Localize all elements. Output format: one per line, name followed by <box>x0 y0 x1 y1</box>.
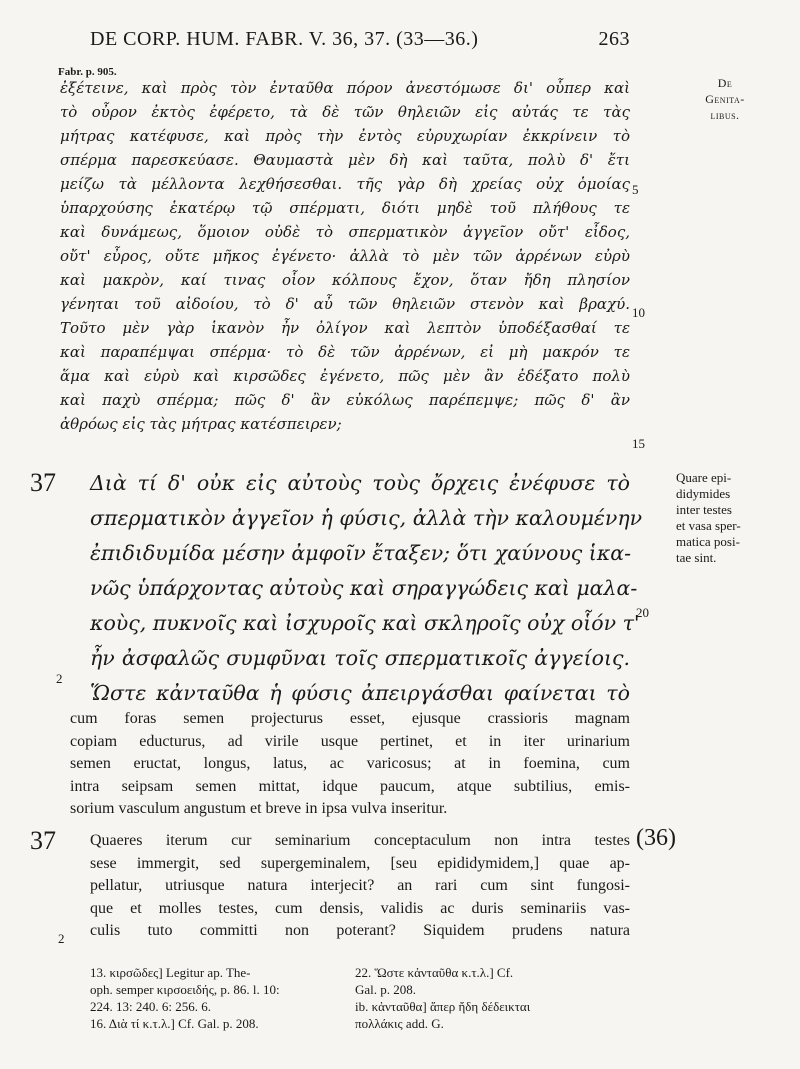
text-line: sese immergit, sed supergeminalem, [seu epididymidem,] quae ap- <box>90 854 630 872</box>
text-line: καὶ παραπέμψαι σπέρμα· τὸ δὲ τῶν ἀρρένων, εἰ μὴ μακρόν τε <box>60 343 630 361</box>
text-line: sorium vasculum angustum et breve in ipsa vulva inseritur. <box>70 800 448 817</box>
margin-line: De <box>717 76 733 90</box>
text-line: μήτρας κατέφυσε, καὶ πρὸς τὴν ἐντὸς εὐρυχωρίαν ἐκκρίνειν τὸ <box>60 127 630 145</box>
footnote-line: 13. κιρσῶδες] Legitur ap. The- <box>90 965 251 980</box>
text-line: καὶ μακρὸν, καί τινας οἷον κόλπους ἔχον, ὅταν ἤδη πλησίον <box>60 271 630 289</box>
margin-line: Quare epi- <box>676 470 732 485</box>
text-line: Quaeres iterum cur seminarium conceptaculum non intra testes <box>90 832 630 849</box>
text-line: Διὰ τί δ' οὐκ εἰς αὐτοὺς τοὺς ὄρχεις ἐνέφυσε τὸ <box>90 471 630 495</box>
parallel-section-number: (36) <box>636 825 676 851</box>
text-line: semen eructat, longus, latus, ac varicosus; at in foemina, cum <box>70 755 630 772</box>
text-line: κοὺς, πυκνοῖς καὶ ἰσχυροῖς καὶ σκληροῖς οὐχ οἷόν τ' <box>90 611 640 635</box>
text-line: μείζω τὰ μέλλοντα λεχθήσεσθαι. τῆς γὰρ δὴ χρείας οὐχ ὁμοίας <box>60 175 630 193</box>
greek-text-block <box>60 76 630 436</box>
text-line: ἅμα καὶ εὐρὺ καὶ κιρσῶδες ἐγένετο, πῶς μὲν ἂν ἐδέξατο πολὺ <box>60 367 630 385</box>
footnote-line: 224. 13: 240. 6: 256. 6. <box>90 999 211 1014</box>
text-line: culis tuto committi non poterant? Siquidem prudens natura <box>90 922 630 939</box>
text-line: copiam educturus, ad virile usque pertinet, et in iter urinarium <box>70 732 630 750</box>
text-line: cum foras semen projecturus esset, ejusque crassioris magnam <box>70 710 630 727</box>
text-line: ἐξέτεινε, καὶ πρὸς τὸν ἐνταῦθα πόρον ἀνεστόμωσε δι' οὗπερ καὶ <box>60 79 630 97</box>
margin-line: matica posi- <box>676 534 740 549</box>
page-number: 263 <box>598 28 630 50</box>
margin-line: libus. <box>710 108 740 122</box>
text-line: ἦν ἀσφαλῶς συμφῦναι τοῖς σπερματικοῖς ἀγγείοις. <box>90 646 630 670</box>
section-number-latin: 37 <box>30 826 56 855</box>
footnote-line: 22. Ὥστε κἀνταῦθα κ.τ.λ.] Cf. <box>355 965 514 980</box>
margin-line: tae sint. <box>676 550 717 565</box>
text-line: intra seipsam semen mittat, idque paucum, atque subtilius, emis- <box>70 777 630 795</box>
text-line: ὑπαρχούσης ἑκατέρῳ τῷ σπέρματι, διότι μηδὲ τοῦ πλήθους τε <box>60 199 630 217</box>
margin-line: didymides <box>676 486 731 501</box>
text-line: σπέρμα παρεσκεύασε. Θαυμαστὰ μὲν δὴ καὶ ταῦτα, πολὺ δ' ἔτι <box>60 151 630 169</box>
header-title: DE CORP. HUM. FABR. V. 36, 37. (33—36.) <box>90 28 479 50</box>
line-number-5: 5 <box>632 182 639 197</box>
footnote-line: oph. semper κιρσοειδής, p. 86. l. 10: <box>90 982 280 997</box>
footnote-line: 16. Διὰ τί κ.τ.λ.] Cf. Gal. p. 208. <box>90 1016 259 1031</box>
footnote-line: πολλάκις add. G. <box>355 1016 444 1031</box>
text-line: Ὥστε κἀνταῦθα ἡ φύσις ἀπειργάσθαι φαίνεται τὸ <box>90 681 630 705</box>
text-line: ἀθρόως εἰς τὰς μήτρας κατέσπειρεν; <box>60 415 342 433</box>
paragraph-marker: 2 <box>58 931 65 946</box>
section-number-greek: 37 <box>30 468 56 497</box>
footnote-line: ib. κἀνταῦθα] ἅπερ ἤδη δέδεικται <box>355 999 531 1014</box>
margin-line: et vasa sper- <box>676 518 741 533</box>
line-number-15: 15 <box>632 436 645 451</box>
footnotes-left <box>90 964 280 1032</box>
text-line: καὶ παχὺ σπέρμα; πῶς δ' ἂν εὐκόλως παρέπεμψε; πῶς δ' ἂν <box>60 391 630 409</box>
margin-line: Genita- <box>705 92 745 106</box>
text-line: σπερματικὸν ἀγγεῖον ἡ φύσις, ἀλλὰ τὴν καλουμένην <box>90 506 643 530</box>
text-line: τὸ οὖρον ἐκτὸς ἐφέρετο, τὰ δὲ τῶν θηλειῶν εἰς αὐτάς τε τὰς <box>60 103 630 121</box>
margin-line: inter testes <box>676 502 732 517</box>
text-line: οὔτ' εὖρος, οὔτε μῆκος ἐγένετο· ἀλλὰ τὸ μὲν τῶν ἀρρένων εὐρὺ <box>60 247 630 265</box>
margin-note-quare-epididymides <box>676 470 786 566</box>
text-line: καὶ δυνάμεως, ὅμοιον οὐδὲ τὸ σπερματικὸν ἀγγεῖον οὔτ' εἶδος, <box>60 223 630 241</box>
text-line: Τοῦτο μὲν γὰρ ἱκανὸν ἦν ὀλίγον καὶ λεπτὸν ὑποδέξασθαί τε <box>60 319 630 337</box>
footnote-line: Gal. p. 208. <box>355 982 417 997</box>
paragraph-marker: 2 <box>56 671 63 686</box>
line-number-10: 10 <box>632 305 645 320</box>
footnotes-right <box>355 964 530 1032</box>
latin-text-block-2 <box>90 830 630 943</box>
text-line: pellatur, utriusque natura interjecit? an rari cum sint fungosi- <box>90 877 630 894</box>
text-line: que et molles testes, cum densis, validis ac duris seminariis vas- <box>90 899 630 917</box>
line-number-20: 20 <box>636 605 649 620</box>
fabrica-reference: Fabr. p. 905. <box>58 66 117 78</box>
text-line: γένηται τοῦ αἰδοίου, τὸ δ' αὖ τῶν θηλειῶν στενὸν καὶ βραχύ. <box>60 295 630 313</box>
latin-text-block-1 <box>70 708 630 821</box>
text-line: ἐπιδιδυμίδα μέσην ἀμφοῖν ἔταξεν; ὅτι χαύνους ἱκα- <box>90 541 632 565</box>
text-line: νῶς ὑπάρχοντας αὐτοὺς καὶ σηραγγώδεις καὶ μαλα- <box>90 576 638 600</box>
running-header <box>90 28 630 51</box>
margin-heading-de-genitalibus <box>680 75 770 123</box>
